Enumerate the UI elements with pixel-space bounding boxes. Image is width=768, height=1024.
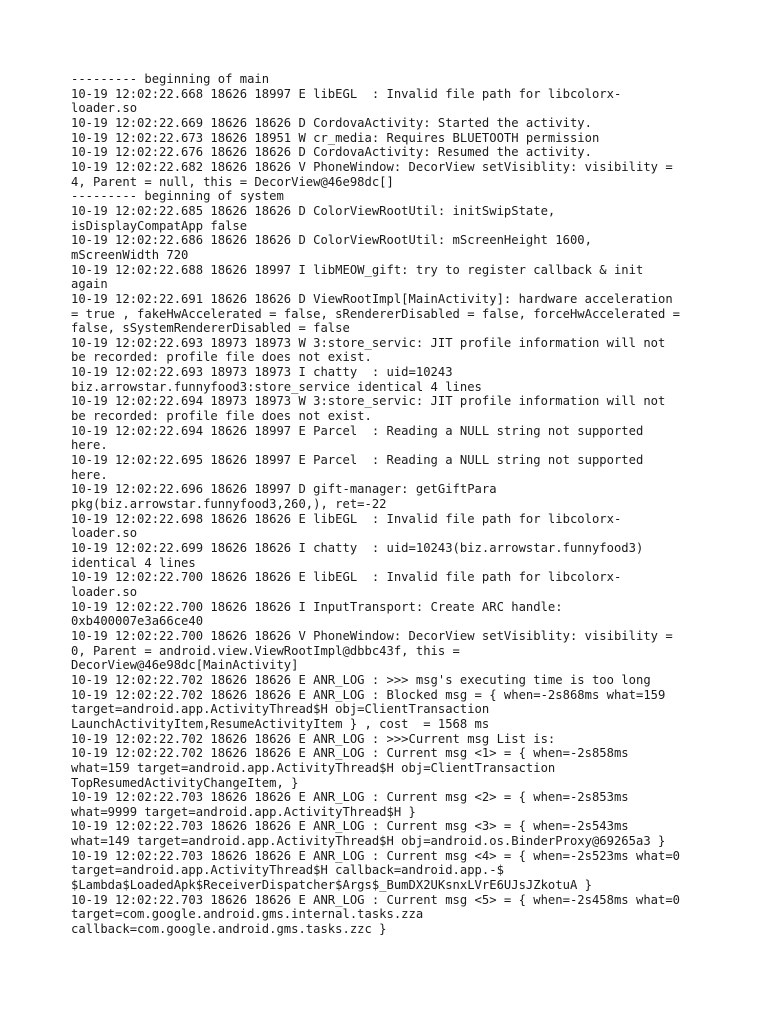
- log-line: 10-19 12:02:22.691 18626 18626 D ViewRootImpl[MainActivity]: hardware acceleration: [71, 291, 673, 306]
- log-line: --------- beginning of system: [71, 189, 284, 204]
- log-line: again: [71, 277, 108, 292]
- log-line: false, sSystemRendererDisabled = false: [71, 321, 350, 336]
- log-line: 10-19 12:02:22.700 18626 18626 V PhoneWindow: DecorView setVisiblity: visibility =: [71, 628, 673, 643]
- log-line: = true , fakeHwAccelerated = false, sRendererDisabled = false, forceHwAccelerated =: [71, 306, 681, 321]
- log-line: 0, Parent = android.view.ViewRootImpl@dbbc43f, this =: [71, 643, 460, 658]
- log-line: here.: [71, 438, 108, 453]
- log-line: 10-19 12:02:22.694 18973 18973 W 3:store_servic: JIT profile information will not: [71, 394, 666, 409]
- log-line: target=com.google.android.gms.internal.tasks.zza: [71, 907, 424, 922]
- log-line: 10-19 12:02:22.693 18973 18973 I chatty : uid=10243: [71, 365, 453, 380]
- log-line: 10-19 12:02:22.703 18626 18626 E ANR_LOG : Current msg <2> = { when=-2s853ms: [71, 790, 629, 805]
- log-line: 10-19 12:02:22.702 18626 18626 E ANR_LOG : >>>Current msg List is:: [71, 731, 556, 746]
- log-line: 4, Parent = null, this = DecorView@46e98dc[]: [71, 174, 394, 189]
- log-line: $Lambda$LoadedApk$ReceiverDispatcher$Args$_BumDX2UKsnxLVrE6UJsJZkotuA }: [71, 878, 592, 893]
- log-line: biz.arrowstar.funnyfood3:store_service identical 4 lines: [71, 379, 482, 394]
- log-line: LaunchActivityItem,ResumeActivityItem } , cost = 1568 ms: [71, 716, 490, 731]
- log-line: 10-19 12:02:22.693 18973 18973 W 3:store_servic: JIT profile information will not: [71, 335, 666, 350]
- log-line: 10-19 12:02:22.688 18626 18997 I libMEOW_gift: try to register callback & init: [71, 262, 644, 277]
- log-line: 10-19 12:02:22.700 18626 18626 I InputTransport: Create ARC handle:: [71, 599, 563, 614]
- log-line: loader.so: [71, 584, 138, 599]
- log-line: be recorded: profile file does not exist.: [71, 409, 372, 424]
- log-line: 10-19 12:02:22.694 18626 18997 E Parcel : Reading a NULL string not supported: [71, 423, 644, 438]
- log-line: 10-19 12:02:22.685 18626 18626 D ColorViewRootUtil: initSwipState,: [71, 203, 556, 218]
- log-line: 10-19 12:02:22.669 18626 18626 D CordovaActivity: Started the activity.: [71, 115, 592, 130]
- log-line: 10-19 12:02:22.668 18626 18997 E libEGL : Invalid file path for libcolorx-: [71, 86, 622, 101]
- log-line: what=149 target=android.app.ActivityThread$H obj=android.os.BinderProxy@69265a3 }: [71, 834, 666, 849]
- log-line: 10-19 12:02:22.686 18626 18626 D ColorViewRootUtil: mScreenHeight 1600,: [71, 233, 592, 248]
- log-line: be recorded: profile file does not exist.: [71, 350, 372, 365]
- log-line: 10-19 12:02:22.702 18626 18626 E ANR_LOG : Current msg <1> = { when=-2s858ms: [71, 746, 629, 761]
- log-line: mScreenWidth 720: [71, 247, 189, 262]
- log-line: what=159 target=android.app.ActivityThread$H obj=ClientTransaction: [71, 760, 556, 775]
- log-line: target=android.app.ActivityThread$H callback=android.app.-$: [71, 863, 504, 878]
- log-line: 10-19 12:02:22.698 18626 18626 E libEGL : Invalid file path for libcolorx-: [71, 511, 622, 526]
- log-line: DecorView@46e98dc[MainActivity]: [71, 658, 299, 673]
- log-line: loader.so: [71, 526, 138, 541]
- log-line: 10-19 12:02:22.702 18626 18626 E ANR_LOG : >>> msg's executing time is too long: [71, 672, 651, 687]
- log-line: 10-19 12:02:22.682 18626 18626 V PhoneWindow: DecorView setVisiblity: visibility =: [71, 159, 673, 174]
- log-line: what=9999 target=android.app.ActivityThread$H }: [71, 804, 416, 819]
- log-line: identical 4 lines: [71, 555, 196, 570]
- log-line: target=android.app.ActivityThread$H obj=ClientTransaction: [71, 702, 490, 717]
- log-line: 10-19 12:02:22.703 18626 18626 E ANR_LOG : Current msg <4> = { when=-2s523ms what=0: [71, 848, 681, 863]
- log-document: [71, 72, 711, 937]
- log-line: 10-19 12:02:22.696 18626 18997 D gift-manager: getGiftPara: [71, 482, 497, 497]
- log-line: pkg(biz.arrowstar.funnyfood3,260,), ret=-22: [71, 497, 387, 512]
- log-line: 10-19 12:02:22.673 18626 18951 W cr_media: Requires BLUETOOTH permission: [71, 130, 600, 145]
- log-line: 0xb400007e3a66ce40: [71, 614, 204, 629]
- log-line: 10-19 12:02:22.676 18626 18626 D CordovaActivity: Resumed the activity.: [71, 145, 592, 160]
- log-line: isDisplayCompatApp false: [71, 218, 248, 233]
- log-line: 10-19 12:02:22.700 18626 18626 E libEGL : Invalid file path for libcolorx-: [71, 570, 622, 585]
- log-line: 10-19 12:02:22.695 18626 18997 E Parcel : Reading a NULL string not supported: [71, 453, 644, 468]
- log-line: here.: [71, 467, 108, 482]
- log-line: 10-19 12:02:22.699 18626 18626 I chatty : uid=10243(biz.arrowstar.funnyfood3): [71, 541, 644, 555]
- log-line: 10-19 12:02:22.703 18626 18626 E ANR_LOG : Current msg <5> = { when=-2s458ms what=0: [71, 892, 681, 907]
- log-line: TopResumedActivityChangeItem, }: [71, 775, 299, 790]
- log-line: --------- beginning of main: [71, 72, 270, 86]
- log-line: 10-19 12:02:22.702 18626 18626 E ANR_LOG : Blocked msg = { when=-2s868ms what=159: [71, 687, 666, 702]
- log-line: 10-19 12:02:22.703 18626 18626 E ANR_LOG : Current msg <3> = { when=-2s543ms: [71, 819, 629, 834]
- log-line: callback=com.google.android.gms.tasks.zzc }: [71, 922, 387, 937]
- log-line: loader.so: [71, 101, 138, 116]
